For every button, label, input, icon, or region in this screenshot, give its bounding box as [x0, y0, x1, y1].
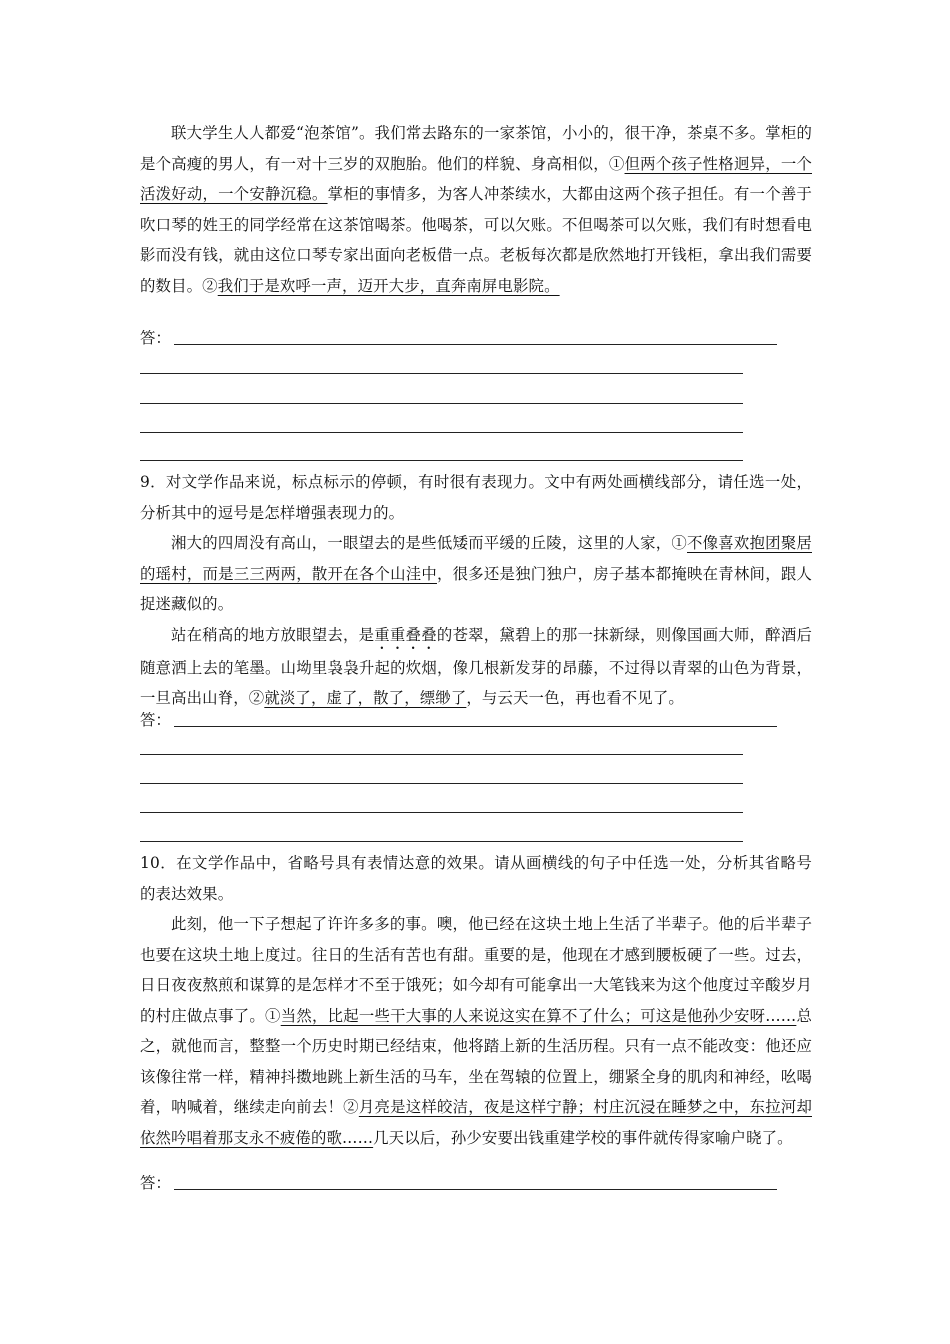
underlined-sentence-2: 月亮是这样皎洁，夜是这样宁静；村庄沉浸在睡梦之中，东拉河却依然吟唱着那支永不疲倦的歌…… — [140, 1098, 812, 1147]
passage-text: 掌柜的事情多，为客人冲茶续水，大都由这两个孩子担任。有一个善于吹口琴的姓王的同学经常在这茶馆喝茶。他喝茶，可以欠账。不但喝茶可以欠账，我们有时想看电影而没有钱，就由这位口琴专家出面向老板借一点。老板每次都是欣然地打开钱柜，拿出我们需要的数目。② — [140, 185, 812, 295]
answer-line — [174, 344, 777, 345]
answer-line — [140, 432, 743, 433]
underlined-sentence-1: 但两个孩子性格迥异，一个活泼好动，一个安静沉稳。 — [140, 154, 812, 203]
answer-label: 答： — [140, 711, 171, 729]
passage-text: ，很多还是独门独户，房子基本都掩映在青林间，跟人捉迷藏似的。 — [140, 564, 812, 613]
answer-line — [140, 373, 743, 374]
underlined-sentence-1: 不像喜欢抱团聚居的瑶村，而是三三两两，散开在各个山洼中 — [140, 534, 812, 583]
question-9 — [140, 467, 812, 714]
passage-text: ，与云天一色，再也看不见了。 — [466, 689, 684, 707]
answer-line — [174, 1189, 777, 1190]
answer-area-1[interactable] — [140, 323, 812, 353]
answer-line — [140, 841, 743, 842]
underlined-sentence-2: 就淡了，虚了，散了，缥缈了 — [264, 689, 467, 707]
answer-area-3[interactable] — [140, 1168, 812, 1198]
question-9-passage-1 — [140, 528, 812, 620]
passage-text: 几天以后，孙少安要出钱重建学校的事件就传得家喻户晓了。 — [373, 1128, 793, 1147]
question-10-passage — [140, 909, 812, 1153]
answer-label: 答： — [140, 329, 171, 347]
passage-text: 此刻，他一下子想起了许许多多的事。噢，他已经在这块土地上生活了半辈子。他的后半辈子也要在这块土地上度过。往日的生活有苦也有甜。重要的是，他现在才感到腰板硬了一些。过去，日日夜夜熬煎和谋算的是怎样才不至于饿死；如今却有可能拿出一大笔钱来为这个他度过辛酸岁月的村庄做点事了。① — [140, 915, 812, 1025]
question-10 — [140, 848, 812, 1153]
passage-text: 站在稍高的地方放眼望去，是 — [171, 625, 375, 644]
passage-text: 联大学生人人都爱“泡茶馆”。我们常去路东的一家茶馆，小小的，很干净，茶桌不多。掌柜的是个高瘦的男人，有一对十三岁的双胞胎。他们的样貌、身高相似，① — [140, 124, 812, 173]
passage-text: 总之，就他而言，整整一个历史时期已经结束，他将踏上新的生活历程。只有一点不能改变：他还应该像往常一样，精神抖擞地跳上新生活的马车，坐在驾辕的位置上，绷紧全身的肌肉和神经，吆喝着，呐喊着，继续走向前去！② — [140, 1006, 812, 1116]
answer-line — [140, 403, 743, 404]
question-9-passage-2 — [140, 620, 812, 714]
underlined-sentence-1: 当然，比起一些干大事的人来说这实在算不了什么；可这是他孙少安呀…… — [280, 1006, 797, 1025]
answer-line — [140, 460, 743, 461]
answer-line — [140, 783, 743, 784]
answer-line — [174, 726, 777, 727]
answer-label: 答： — [140, 1174, 171, 1192]
answer-area-2[interactable] — [140, 705, 812, 735]
question-10-prompt: 10．在文学作品中，省略号具有表情达意的效果。请从画横线的句子中任选一处，分析其省略号的表达效果。 — [140, 854, 812, 903]
emphasized-word: 重重叠叠 — [374, 625, 437, 644]
passage-text: 的苍翠，黛碧上的那一抹新绿，则像国画大师，醉酒后随意洒上去的笔墨。山坳里袅袅升起的炊烟，像几根新发芽的昂藤，不过得以青翠的山色为背景，一旦高出山脊，② — [140, 625, 812, 707]
question-9-prompt: 9．对文学作品来说，标点标示的停顿，有时很有表现力。文中有两处画横线部分，请任选一处，分析其中的逗号是怎样增强表现力的。 — [140, 473, 812, 522]
underlined-sentence-2: 我们于是欢呼一声，迈开大步，直奔南屏电影院。 — [217, 276, 560, 295]
answer-line — [140, 812, 743, 813]
answer-line — [140, 754, 743, 755]
passage-teahouse-text — [140, 118, 812, 301]
passage-teahouse — [140, 118, 812, 301]
passage-text: 湘大的四周没有高山，一眼望去的是些低矮而平缓的丘陵，这里的人家，① — [171, 534, 687, 552]
